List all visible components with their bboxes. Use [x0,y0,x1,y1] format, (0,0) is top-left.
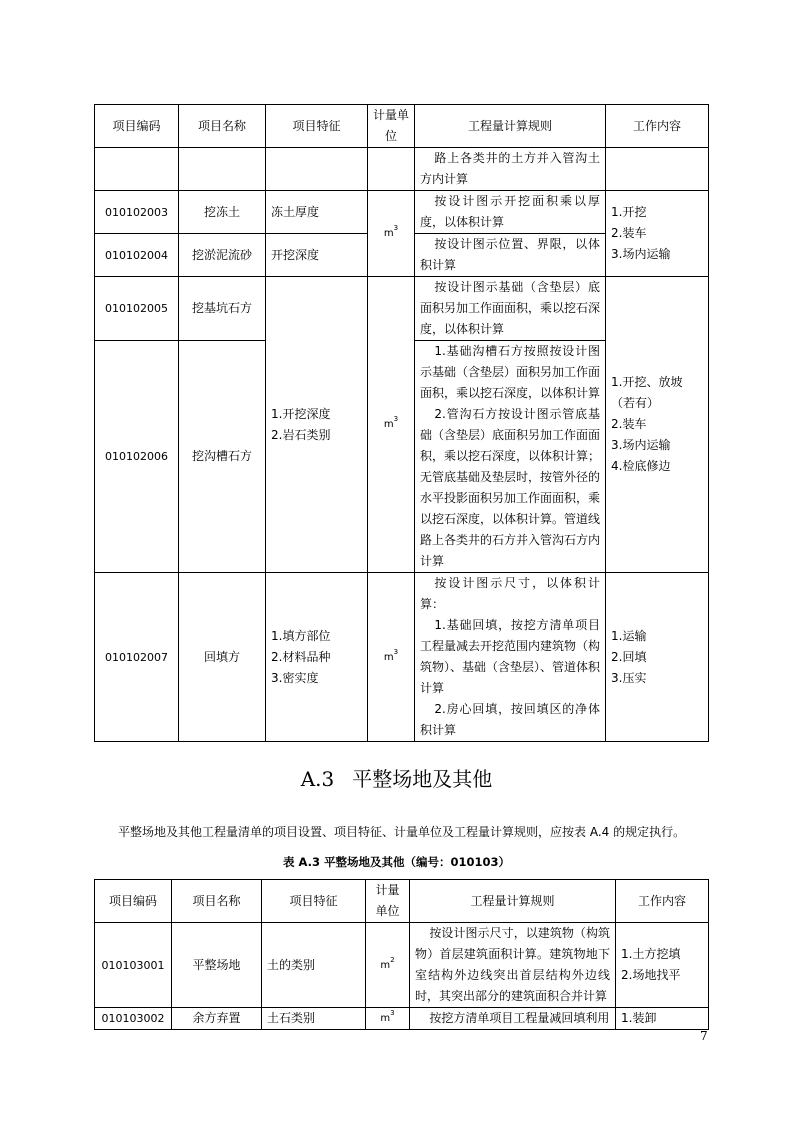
header-name: 项目名称 [172,880,262,923]
table-row [95,277,709,341]
table-row [95,191,709,234]
item-code: 010102004 [95,234,179,277]
rule-cell: 按设计图示尺寸，以建筑物（构筑物）首层建筑面积计算。建筑物地下室结构外边线突出首层结构外边线时，其突出部分的建筑面积合并计算 [410,923,616,1008]
header-code: 项目编码 [95,105,179,148]
work-content: 1.开挖 2.装车 3.场内运输 [606,191,709,277]
header-unit: 计量单位 [368,105,415,148]
rule-cell: 按挖方清单项目工程量减回填利用 [410,1008,616,1030]
item-code: 010102005 [95,277,179,341]
item-code: 010102006 [95,341,179,573]
item-feature: 1.填方部位 2.材料品种 3.密实度 [266,573,368,742]
table-row [95,923,709,1008]
table-header-row [95,880,709,923]
item-feature: 土石类别 [262,1008,366,1030]
work-content: 1.运输 2.回填 3.压实 [606,573,709,742]
table-caption: 表 A.3 平整场地及其他（编号：010103） [283,855,510,869]
item-feature: 土的类别 [262,923,366,1008]
table-a2-continued [94,104,709,742]
rule-cell: 路上各类井的土方并入管沟土方内计算 [415,148,606,191]
item-code: 010103002 [95,1008,172,1030]
section-heading [0,763,793,792]
item-unit: $m^3$ [368,191,415,277]
header-work: 工作内容 [616,880,709,923]
item-code: 010102007 [95,573,179,742]
work-content: 1.土方挖填 2.场地找平 [616,923,709,1008]
rule-cell: 按设计图示位置、界限，以体积计算 [415,234,606,277]
item-name: 回填方 [179,573,266,742]
item-unit: $m^3$ [366,1008,410,1030]
table-row [95,148,709,191]
table-a3 [94,879,709,1030]
header-code: 项目编码 [95,880,172,923]
item-code: 010102003 [95,191,179,234]
header-rule: 工程量计算规则 [415,105,606,148]
item-unit: $m^3$ [368,277,415,573]
item-name: 挖淤泥流砂 [179,234,266,277]
item-code: 010103001 [95,923,172,1008]
header-feature: 项目特征 [266,105,368,148]
item-feature: 开挖深度 [266,234,368,277]
item-unit: $m^3$ [368,573,415,742]
table-row [95,573,709,742]
header-rule: 工程量计算规则 [410,880,616,923]
body-paragraph: 平整场地及其他工程量清单的项目设置、项目特征、计量单位及工程量计算规则，应按表 A.4 的规定执行。 [118,825,686,839]
header-name: 项目名称 [179,105,266,148]
rule-cell: 按设计图示基础（含垫层）底面积另加工作面面积，乘以挖石深度，以体积计算 [415,277,606,341]
header-work: 工作内容 [606,105,709,148]
item-feature: 1.开挖深度 2.岩石类别 [266,277,368,573]
work-content: 1.开挖、放坡（若有） 2.装车 3.场内运输 4.检底修边 [606,277,709,573]
item-name: 平整场地 [172,923,262,1008]
section-title: 平整场地及其他 [352,767,493,791]
page-number: 7 [700,1029,708,1043]
header-feature: 项目特征 [262,880,366,923]
table-row [95,1008,709,1030]
item-feature: 冻土厚度 [266,191,368,234]
table-header-row [95,105,709,148]
header-unit: 计量单位 [366,880,410,923]
work-content: 1.装卸 [616,1008,709,1030]
section-number: A.3 [300,767,335,791]
rule-cell: 按设计图示尺寸，以体积计算： 1.基础回填，按挖方清单项目工程量减去开挖范围内建筑物（构筑物）、基础（含垫层）、管道体积计算 2.房心回填，按回填区的净体积计算 [415,573,606,742]
rule-cell: 1.基础沟槽石方按照按设计图示基础（含垫层）面积另加工作面面积，乘以挖石深度，以体积计算 2.管沟石方按设计图示管底基础（含垫层）底面积另加工作面面积，乘以挖石深度，以体积计算；无管底基础及垫层时，按管外径的水平投影面积另加工作面面积，乘以挖石深度，以体积计算。管道线路上各类井的石方并入管沟石方内计算 [415,341,606,573]
item-name: 挖基坑石方 [179,277,266,341]
rule-cell: 按设计图示开挖面积乘以厚度，以体积计算 [415,191,606,234]
item-name: 挖沟槽石方 [179,341,266,573]
item-name: 余方弃置 [172,1008,262,1030]
item-name: 挖冻土 [179,191,266,234]
item-unit: $m^2$ [366,923,410,1008]
